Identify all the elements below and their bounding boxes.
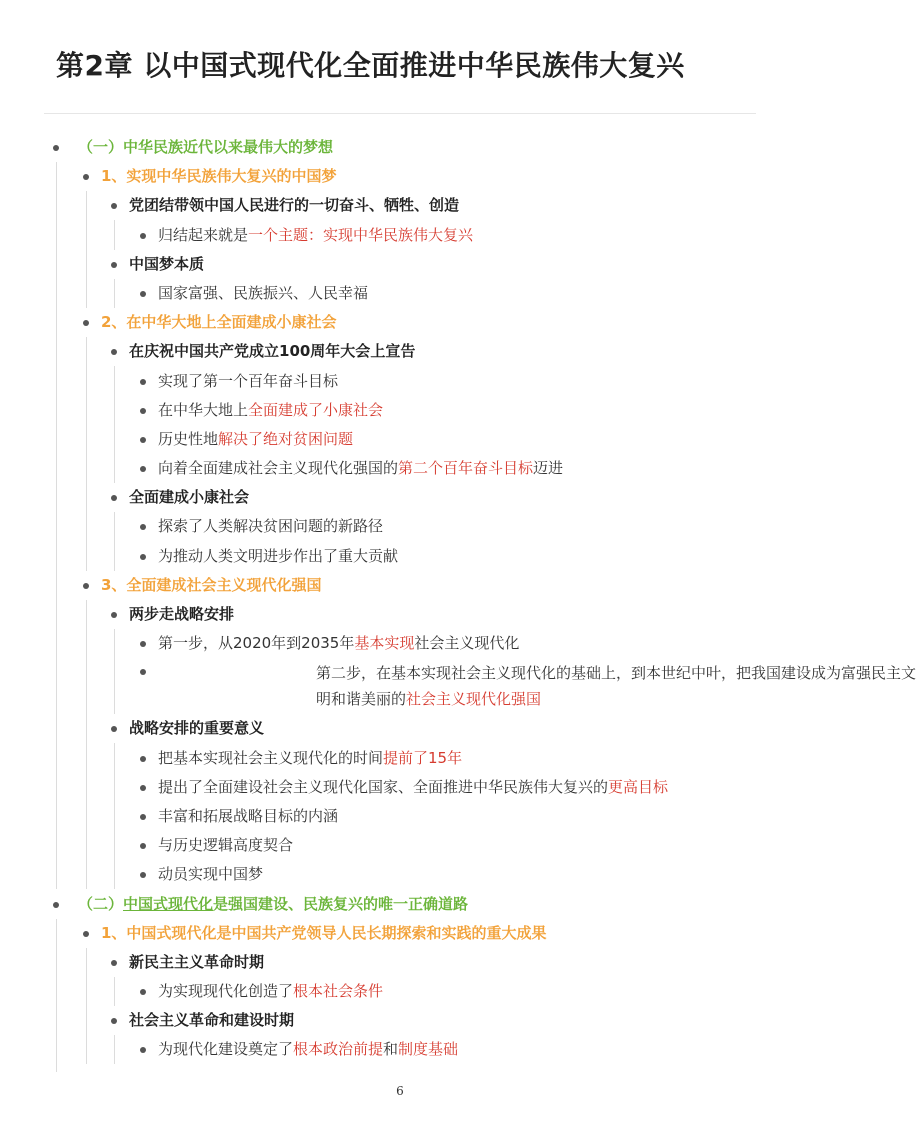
text-segment: 实现了第一个百年奋斗目标 [158,371,339,390]
outline-item-section-heading [0,133,800,162]
title-divider [44,113,756,114]
text-segment: 把基本实现社会主义现代化的时间 [158,748,384,767]
outline-item-text [158,542,398,571]
outline-item-section-heading [0,890,800,919]
outline-item-bullet-point [0,396,800,425]
highlighted-text: 基本实现 [354,634,415,653]
outline-item-subsection-heading [0,571,800,600]
outline-item-text [129,483,249,512]
outline-item-text [158,744,462,773]
outline-item-text [129,1006,294,1035]
outline-item-subsection-heading [0,308,800,337]
outline-guide-line [86,191,87,308]
outline-item-text [158,773,668,802]
outline-item-bullet-point [0,658,916,714]
outline-item-bullet-point [0,279,800,308]
text-segment: 全面建成小康社会 [129,488,250,507]
text-segment: 归结起来就是 [158,225,249,244]
text-segment: 战略安排的重要意义 [129,719,265,738]
bullet-dot-icon [140,1047,146,1053]
outline-item-bullet-point [0,860,800,889]
outline-item-text [158,454,563,483]
bullet-dot-icon [140,989,146,995]
bullet-dot-icon [83,320,89,326]
outline-item-bullet-point [0,367,800,396]
highlighted-text: 全面建成了小康社会 [248,400,384,419]
bullet-dot-icon [83,583,89,589]
text-segment: 3、全面建成社会主义现代化强国 [101,575,322,594]
text-segment: 党团结带领中国人民进行的一切奋斗、牺牲、创造 [129,196,460,215]
text-segment: 提出了全面建设社会主义现代化国家、全面推进中华民族伟大复兴的 [158,777,609,796]
text-segment: 为推动人类文明进步作出了重大贡献 [158,546,399,565]
bullet-dot-icon [111,203,117,209]
outline-item-text [158,221,473,250]
outline-guide-line [86,600,87,889]
outline-list [0,133,916,1065]
outline-item-text [158,860,263,889]
text-segment: 在庆祝中国共产党成立100周年大会上宣告 [129,342,416,361]
outline-item-text [101,308,336,337]
outline-item-bullet-point [0,831,800,860]
text-segment: 历史性地 [158,429,219,448]
outline-item-text [158,425,353,454]
page-title: 第2章 以中国式现代化全面推进中华民族伟大复兴 [56,49,685,82]
text-segment: 国家富强、民族振兴、人民幸福 [158,283,369,302]
underlined-text: 中国式现代化 [123,894,214,913]
outline-item-text [101,919,546,948]
outline-guide-line [114,512,115,571]
bullet-dot-icon [140,814,146,820]
outline-item-bullet-point [0,744,800,773]
bullet-dot-icon [53,902,59,908]
outline-item-text [129,714,264,743]
bullet-dot-icon [111,262,117,268]
outline-item-topic-heading [0,483,800,512]
page-number: 6 [396,1084,404,1098]
bullet-dot-icon [140,843,146,849]
bullet-dot-icon [140,379,146,385]
outline-guide-line [86,337,87,571]
bullet-dot-icon [140,785,146,791]
bullet-dot-icon [140,408,146,414]
outline-item-bullet-point [0,773,800,802]
outline-item-topic-heading [0,948,800,977]
outline-guide-line [114,629,115,714]
outline-item-bullet-point [0,1035,800,1064]
bullet-dot-icon [111,1018,117,1024]
outline-item-subsection-heading [0,919,800,948]
text-segment: 第二步，在基本实现社会主义现代化的基础上，到本世纪中叶，把我国建设成为富强民主文明和谐美丽的 [316,664,916,709]
outline-guide-line [114,1035,115,1064]
bullet-dot-icon [111,726,117,732]
highlighted-text: 第二个百年奋斗目标 [398,459,534,478]
text-segment: 新民主主义革命时期 [129,952,265,971]
text-segment: （一）中华民族近代以来最伟大的梦想 [78,138,334,156]
highlighted-text: 一个主题：实现中华民族伟大复兴 [248,225,474,244]
outline-item-bullet-point [0,802,800,831]
outline-item-text [101,571,321,600]
outline-item-topic-heading [0,714,800,743]
bullet-dot-icon [140,466,146,472]
outline-item-text [129,191,459,220]
bullet-dot-icon [53,145,59,151]
text-segment: 为实现现代化创造了 [158,982,294,1001]
outline-item-text [78,890,468,919]
text-segment: 中国梦本质 [129,254,205,273]
outline-item-topic-heading [0,191,800,220]
outline-item-text [129,337,415,366]
text-segment: 社会主义革命和建设时期 [129,1011,295,1030]
text-segment: 和 [383,1040,399,1059]
highlighted-text: 根本政治前提 [293,1040,384,1059]
outline-item-text [129,948,264,977]
text-segment: 动员实现中国梦 [158,865,264,884]
outline-guide-line [56,919,57,1072]
outline-item-topic-heading [0,1006,800,1035]
text-segment: 迈进 [533,459,564,478]
outline-item-bullet-point [0,454,800,483]
text-segment: 是强国建设、民族复兴的唯一正确道路 [213,894,469,913]
outline-guide-line [114,977,115,1006]
bullet-dot-icon [83,174,89,180]
text-segment: 两步走战略安排 [129,605,235,623]
highlighted-text: 社会主义现代化强国 [406,690,542,709]
bullet-dot-icon [140,641,146,647]
outline-item-topic-heading [0,250,800,279]
text-segment: 向着全面建成社会主义现代化强国的 [158,459,399,478]
outline-guide-line [114,220,115,250]
outline-item-text [158,802,338,831]
bullet-dot-icon [111,612,117,618]
outline-item-bullet-point [0,629,800,658]
outline-item-text [158,279,368,308]
highlighted-text: 提前了15年 [383,748,463,767]
outline-item-text [129,600,234,629]
bullet-dot-icon [140,291,146,297]
outline-item-text [101,162,336,191]
outline-guide-line [114,743,115,889]
highlighted-text: 解决了绝对贫困问题 [218,429,354,448]
bullet-dot-icon [83,931,89,937]
outline-guide-line [114,366,115,483]
bullet-dot-icon [140,233,146,239]
outline-item-bullet-point [0,425,800,454]
highlighted-text: 更高目标 [608,777,669,796]
outline-item-text [158,396,383,425]
outline-item-text [78,133,333,162]
text-segment: 丰富和拓展战略目标的内涵 [158,806,339,825]
outline-item-text [158,367,338,396]
bullet-dot-icon [111,960,117,966]
text-segment: 1、实现中华民族伟大复兴的中国梦 [101,167,337,186]
text-segment: 社会主义现代化 [414,634,520,653]
bullet-dot-icon [140,524,146,530]
outline-item-text [158,629,519,658]
text-segment: 探索了人类解决贫困问题的新路径 [158,517,384,536]
text-segment: 第一步，从2020年到2035年 [158,634,355,653]
outline-item-topic-heading [0,600,800,629]
highlighted-text: 制度基础 [398,1040,459,1059]
outline-item-text [158,831,293,860]
text-segment: 1、中国式现代化是中国共产党领导人民长期探索和实践的重大成果 [101,923,547,942]
text-segment: 为现代化建设奠定了 [158,1040,294,1059]
outline-item-subsection-heading [0,162,800,191]
bullet-dot-icon [140,872,146,878]
bullet-dot-icon [140,669,146,675]
outline-guide-line [86,948,87,1064]
highlighted-text: 根本社会条件 [293,982,384,1001]
text-segment: 在中华大地上 [158,400,249,419]
bullet-dot-icon [140,554,146,560]
outline-item-bullet-point [0,977,800,1006]
text-segment: 2、在中华大地上全面建成小康社会 [101,313,337,332]
text-segment: 与历史逻辑高度契合 [158,836,294,855]
outline-item-text [158,977,383,1006]
outline-item-text [316,660,916,712]
bullet-dot-icon [111,349,117,355]
bullet-dot-icon [140,756,146,762]
outline-item-bullet-point [0,512,800,541]
outline-item-text [158,1035,458,1064]
outline-item-topic-heading [0,337,800,366]
outline-guide-line [56,162,57,889]
outline-item-bullet-point [0,221,800,250]
bullet-dot-icon [111,495,117,501]
outline-item-bullet-point [0,542,800,571]
text-segment: （二） [78,894,124,913]
outline-item-text [158,512,383,541]
outline-item-text [129,250,204,279]
bullet-dot-icon [140,437,146,443]
outline-guide-line [114,279,115,308]
